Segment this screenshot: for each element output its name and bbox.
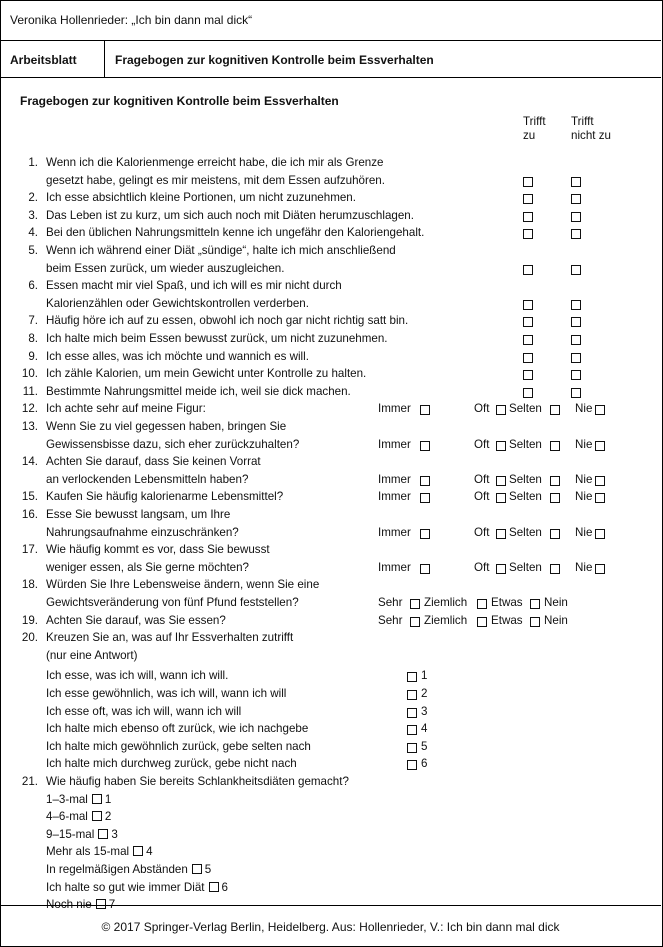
answer-option-checkbox[interactable]: [407, 690, 417, 700]
question-text: Achten Sie darauf, was Sie essen?: [46, 613, 226, 627]
question-text: Ich esse absichtlich kleine Portionen, um nicht zuzunehmen.: [46, 191, 356, 205]
column-header-trifft-nicht-zu: Trifft nicht zu: [571, 115, 611, 142]
question-text: Achten Sie darauf, dass Sie keinen Vorrat: [46, 455, 261, 469]
question-text: Kalorienzählen oder Gewichtskontrollen verderben.: [46, 296, 309, 310]
option-oft-checkbox[interactable]: [496, 441, 506, 451]
answer-option: [46, 880, 228, 896]
trifft-zu-checkbox[interactable]: [523, 335, 533, 345]
answer-option-checkbox[interactable]: [407, 743, 417, 753]
trifft-nicht-zu-checkbox[interactable]: [571, 194, 581, 204]
question-number: 6.: [28, 279, 38, 293]
question-number: 16.: [21, 508, 38, 521]
trifft-zu-checkbox[interactable]: [523, 212, 533, 222]
trifft-zu-checkbox[interactable]: [523, 317, 533, 327]
option-selten-checkbox[interactable]: [550, 493, 560, 503]
option-selten-checkbox[interactable]: [550, 441, 560, 451]
option-immer-label: Immer: [378, 472, 411, 486]
trifft-nicht-zu-checkbox[interactable]: [571, 370, 581, 380]
trifft-zu-checkbox[interactable]: [523, 388, 533, 398]
question-text: Wenn ich die Kalorienmenge erreicht habe, die ich mir als Grenze: [46, 156, 384, 169]
question-text: Würden Sie Ihre Lebensweise ändern, wenn Sie eine: [46, 578, 320, 592]
answer-option-number: 4: [146, 845, 153, 859]
footer: [0, 905, 661, 946]
trifft-zu-checkbox[interactable]: [523, 177, 533, 187]
answer-option-text: 9–15-mal: [46, 827, 95, 841]
answer-option-number: 2: [421, 687, 428, 700]
option-nie-checkbox[interactable]: [595, 405, 605, 415]
option-immer-checkbox[interactable]: [420, 441, 430, 451]
question-number: 15.: [21, 490, 38, 504]
option-immer-label: Immer: [378, 437, 411, 451]
answer-option: [46, 862, 211, 878]
option-selten-label: Selten: [509, 560, 542, 574]
trifft-zu-checkbox[interactable]: [523, 300, 533, 310]
question-text: Wie häufig kommt es vor, dass Sie bewusst: [46, 543, 270, 557]
book-title: Veronika Hollenrieder: „Ich bin dann mal dick“: [10, 13, 253, 27]
trifft-nicht-zu-checkbox[interactable]: [571, 317, 581, 327]
option-sehr-label: Sehr: [378, 613, 403, 627]
option-nie-checkbox[interactable]: [595, 564, 605, 574]
trifft-zu-checkbox[interactable]: [523, 194, 533, 204]
question-number: 4.: [28, 226, 38, 240]
question-text: Ich zähle Kalorien, um mein Gewicht unter Kontrolle zu halten.: [46, 367, 367, 381]
question-text: Esse Sie bewusst langsam, um Ihre: [46, 508, 231, 521]
option-immer-label: Immer: [378, 525, 411, 539]
answer-option-number: 1: [104, 792, 112, 806]
trifft-nicht-zu-checkbox[interactable]: [571, 177, 581, 187]
answer-option-number: 3: [111, 827, 118, 841]
option-selten-label: Selten: [509, 472, 542, 486]
option-immer-checkbox[interactable]: [420, 476, 430, 486]
trifft-nicht-zu-checkbox[interactable]: [571, 265, 581, 275]
answer-option-checkbox[interactable]: [98, 829, 108, 839]
question-text: Kaufen Sie häufig kalorienarme Lebensmittel?: [46, 490, 284, 504]
answer-option-text: 4–6-mal: [46, 810, 88, 824]
question-number: 1.: [28, 156, 38, 169]
option-etwas-checkbox[interactable]: [530, 599, 540, 609]
option-immer-label: Immer: [378, 402, 411, 416]
option-etwas-label: Etwas: [491, 613, 523, 627]
question-text: gesetzt habe, gelingt es mir meistens, mit dem Essen aufzuhören.: [46, 173, 385, 187]
option-oft-checkbox[interactable]: [496, 493, 506, 503]
option-nie-label: Nie: [575, 437, 593, 451]
option-oft-label: Oft: [474, 525, 490, 539]
question-text: Gewichtsveränderung von fünf Pfund feststellen?: [46, 596, 299, 609]
trifft-zu-checkbox[interactable]: [523, 229, 533, 239]
option-nie-checkbox[interactable]: [595, 529, 605, 539]
option-sehr-checkbox[interactable]: [410, 617, 420, 627]
answer-option: [46, 844, 153, 860]
trifft-nicht-zu-checkbox[interactable]: [571, 353, 581, 363]
option-etwas-checkbox[interactable]: [530, 617, 540, 627]
header-divider: [104, 40, 105, 77]
answer-option-checkbox[interactable]: [92, 794, 102, 804]
answer-option-checkbox[interactable]: [209, 882, 219, 892]
worksheet-label: Arbeitsblatt: [10, 53, 77, 67]
question-number: 19.: [21, 613, 38, 627]
trifft-nicht-zu-checkbox[interactable]: [571, 335, 581, 345]
book-header: [0, 0, 661, 41]
answer-option-checkbox[interactable]: [192, 864, 202, 874]
trifft-nicht-zu-checkbox[interactable]: [571, 388, 581, 398]
option-oft-checkbox[interactable]: [496, 405, 506, 415]
option-selten-checkbox[interactable]: [550, 476, 560, 486]
option-etwas-label: Etwas: [491, 596, 523, 609]
option-selten-checkbox[interactable]: [550, 405, 560, 415]
question-text: Kreuzen Sie an, was auf Ihr Essverhalten zutrifft: [46, 631, 294, 645]
answer-option-checkbox[interactable]: [407, 708, 417, 718]
column-header-trifft-zu: Trifft zu: [523, 115, 546, 142]
question-number: 18.: [21, 578, 38, 592]
option-oft-checkbox[interactable]: [496, 476, 506, 486]
option-nie-checkbox[interactable]: [595, 493, 605, 503]
option-immer-checkbox[interactable]: [420, 529, 430, 539]
trifft-zu-checkbox[interactable]: [523, 353, 533, 363]
answer-option-text: Ich halte mich durchweg zurück, gebe nicht nach: [46, 757, 297, 771]
copyright-text: © 2017 Springer-Verlag Berlin, Heidelberg. Aus: Hollenrieder, V.: Ich bin dann mal dick: [101, 920, 560, 934]
answer-option-checkbox[interactable]: [407, 760, 417, 770]
answer-option-text: Ich esse oft, was ich will, wann ich will: [46, 704, 242, 718]
answer-option-text: Ich halte so gut wie immer Diät: [46, 880, 205, 894]
question-text: Gewissensbisse dazu, sich eher zurückzuhalten?: [46, 437, 300, 451]
answer-option-text: 1–3-mal: [46, 792, 88, 806]
question-text: Essen macht mir viel Spaß, und ich will es mir nicht durch: [46, 279, 342, 293]
question-text: Nahrungsaufnahme einzuschränken?: [46, 525, 239, 539]
option-nie-label: Nie: [575, 472, 593, 486]
option-selten-checkbox[interactable]: [550, 564, 560, 574]
question-text: Wenn Sie zu viel gegessen haben, bringen Sie: [46, 420, 287, 433]
answer-option-text: Mehr als 15-mal: [46, 845, 130, 859]
option-oft-checkbox[interactable]: [496, 564, 506, 574]
trifft-zu-checkbox[interactable]: [523, 265, 533, 275]
answer-option-number: 1: [421, 669, 428, 683]
form-title: Fragebogen zur kognitiven Kontrolle beim Essverhalten: [20, 94, 339, 108]
question-text: (nur eine Antwort): [46, 648, 138, 662]
option-ziemlich-label: Ziemlich: [424, 613, 468, 627]
option-selten-label: Selten: [509, 402, 542, 416]
question-text: beim Essen zurück, um wieder auszugleichen.: [46, 261, 285, 275]
question-number: 21.: [21, 775, 38, 788]
answer-option-number: 5: [204, 863, 212, 876]
question-number: 13.: [21, 420, 38, 433]
question-text: weniger essen, als Sie gerne möchten?: [46, 560, 250, 574]
option-selten-label: Selten: [509, 490, 542, 504]
question-text: an verlockenden Lebensmitteln haben?: [46, 472, 249, 486]
trifft-nicht-zu-checkbox[interactable]: [571, 212, 581, 222]
option-sehr-label: Sehr: [378, 596, 403, 609]
answer-option-number: 2: [104, 810, 112, 824]
answer-option: [46, 809, 111, 825]
answer-option-number: 6: [221, 880, 228, 894]
option-oft-label: Oft: [474, 402, 490, 416]
answer-option-text: Ich halte mich gewöhnlich zurück, gebe selten nach: [46, 739, 311, 753]
question-text: Bestimmte Nahrungsmittel meide ich, weil sie dick machen.: [46, 384, 351, 398]
question-number: 2.: [28, 191, 38, 205]
option-selten-label: Selten: [509, 525, 542, 539]
question-text: Wenn ich während einer Diät „sündige“, halte ich mich anschließend: [46, 244, 396, 257]
answer-option: [46, 827, 118, 843]
option-nie-label: Nie: [575, 525, 593, 539]
question-text: Bei den üblichen Nahrungsmitteln kenne ich ungefähr den Kaloriengehalt.: [46, 226, 425, 240]
question-number: 8.: [28, 332, 38, 345]
answer-option-text: Ich halte mich ebenso oft zurück, wie ich nachgebe: [46, 722, 309, 736]
answer-option-text: Ich esse, was ich will, wann ich will.: [46, 669, 229, 683]
question-number: 3.: [28, 208, 38, 222]
question-number: 12.: [21, 402, 38, 416]
question-text: Häufig höre ich auf zu essen, obwohl ich noch gar nicht richtig satt bin.: [46, 314, 409, 328]
option-ziemlich-checkbox[interactable]: [477, 617, 487, 627]
answer-option-number: 7: [108, 898, 116, 912]
question-text: Ich achte sehr auf meine Figur:: [46, 402, 206, 416]
trifft-zu-checkbox[interactable]: [523, 370, 533, 380]
option-nein-label: Nein: [544, 596, 568, 609]
question-number: 5.: [28, 244, 38, 257]
option-immer-checkbox[interactable]: [420, 564, 430, 574]
option-immer-label: Immer: [378, 560, 411, 574]
option-nie-checkbox[interactable]: [595, 441, 605, 451]
answer-option-number: 5: [421, 739, 428, 753]
question-number: 10.: [21, 367, 38, 381]
option-immer-label: Immer: [378, 490, 411, 504]
option-oft-checkbox[interactable]: [496, 529, 506, 539]
answer-option-checkbox[interactable]: [407, 725, 417, 735]
answer-option-checkbox[interactable]: [407, 672, 417, 682]
answer-option-text: Ich esse gewöhnlich, was ich will, wann ich will: [46, 687, 287, 700]
question-text: Ich esse alles, was ich möchte und wannich es will.: [46, 349, 309, 363]
answer-option-checkbox[interactable]: [92, 811, 102, 821]
option-selten-label: Selten: [509, 437, 542, 451]
option-immer-checkbox[interactable]: [420, 405, 430, 415]
answer-option-text: In regelmäßigen Abständen: [46, 863, 188, 876]
option-oft-label: Oft: [474, 472, 490, 486]
option-selten-checkbox[interactable]: [550, 529, 560, 539]
trifft-nicht-zu-checkbox[interactable]: [571, 300, 581, 310]
option-nie-checkbox[interactable]: [595, 476, 605, 486]
option-nie-label: Nie: [575, 490, 593, 504]
option-nie-label: Nie: [575, 402, 593, 416]
question-text: Das Leben ist zu kurz, um sich auch noch mit Diäten herumzuschlagen.: [46, 208, 414, 222]
question-number: 11.: [22, 384, 38, 398]
option-nein-label: Nein: [544, 613, 568, 627]
option-immer-checkbox[interactable]: [420, 493, 430, 503]
option-oft-label: Oft: [474, 490, 490, 504]
option-oft-label: Oft: [474, 560, 490, 574]
question-number: 20.: [21, 631, 38, 645]
option-ziemlich-label: Ziemlich: [424, 596, 468, 609]
option-ziemlich-checkbox[interactable]: [477, 599, 487, 609]
answer-option-text: Noch nie: [46, 898, 92, 912]
answer-option: [46, 792, 111, 808]
worksheet-header: [0, 40, 661, 78]
worksheet-title: Fragebogen zur kognitiven Kontrolle beim Essverhalten: [115, 53, 434, 67]
trifft-nicht-zu-checkbox[interactable]: [571, 229, 581, 239]
question-number: 7.: [28, 314, 38, 328]
question-number: 17.: [21, 543, 38, 557]
answer-option-number: 3: [421, 704, 428, 718]
answer-option-checkbox[interactable]: [133, 846, 143, 856]
question-text: Ich halte mich beim Essen bewusst zurück, um nicht zuzunehmen.: [46, 332, 388, 345]
option-sehr-checkbox[interactable]: [410, 599, 420, 609]
answer-option-number: 6: [421, 757, 428, 771]
option-nie-label: Nie: [575, 560, 593, 574]
option-oft-label: Oft: [474, 437, 490, 451]
question-text: Wie häufig haben Sie bereits Schlankheitsdiäten gemacht?: [46, 775, 349, 788]
question-number: 9.: [28, 349, 38, 363]
question-number: 14.: [21, 455, 38, 469]
answer-option-number: 4: [421, 722, 428, 736]
